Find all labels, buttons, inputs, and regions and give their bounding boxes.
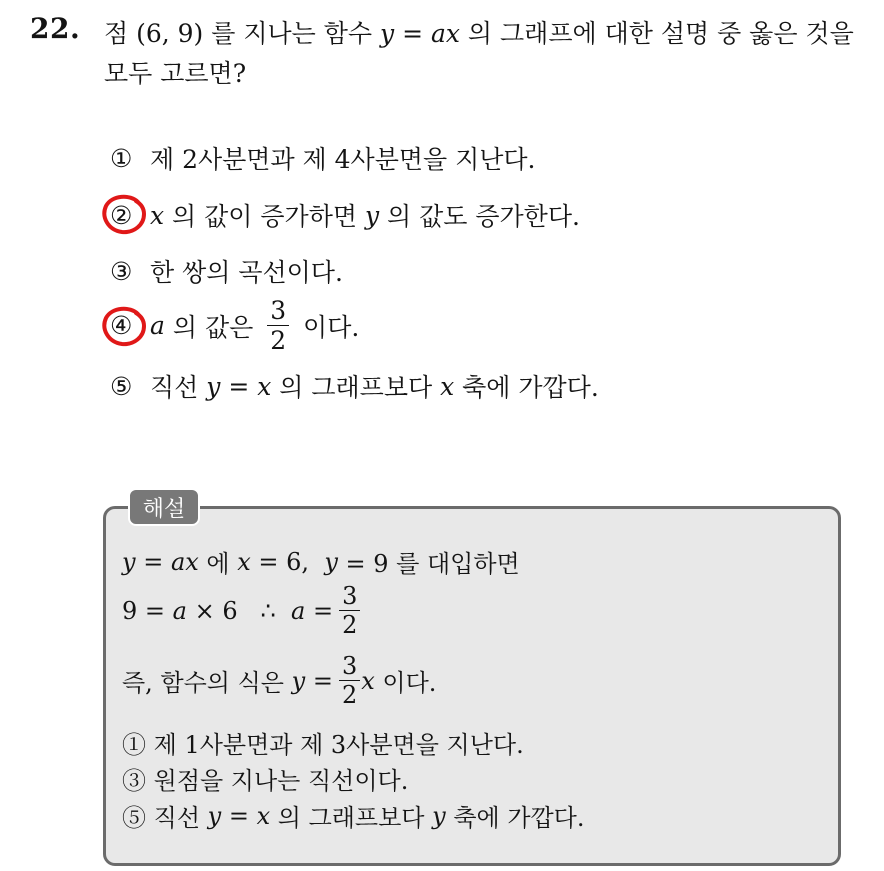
choice-4-text-b: 이다. [295,312,360,342]
choice-5-var-y: y [206,371,221,401]
fraction-denominator: 2 [270,326,287,355]
choice-2-mark: ② [110,200,133,230]
fraction-denominator: 2 [341,681,358,709]
choice-5-text-b: 의 그래프보다 [271,373,441,402]
fraction-numerator: 3 [339,654,360,681]
sol2-fraction [339,584,360,637]
sol3-t2: = [305,666,333,695]
question-eq: = [394,19,431,48]
sol1-y: y [122,547,136,576]
choice-4-var-a: a [150,311,165,340]
sol1-t3: = 9 를 대입하면 [337,550,520,578]
choice-4-fraction [267,298,289,353]
sol6-t4: 축에 가깝다. [445,804,585,832]
sol6-t1: ⑤ 직선 [122,804,208,832]
sol3-fraction [339,654,360,707]
question-prefix: 점 (6, 9) 를 지나는 함수 [104,19,380,48]
fraction-numerator: 3 [339,584,360,611]
solution-line-3 [122,654,436,707]
choice-3 [110,253,343,289]
choice-3-text: 한 쌍의 곡선이다. [150,258,343,287]
sol2-a: a [172,596,187,625]
question-suffix: 의 그래프에 대한 설명 중 옳은 것을 [459,19,854,48]
sol6-t3: 의 그래프보다 [270,804,433,832]
sol2-t3: = [305,596,334,625]
sol3-x: x [361,666,375,695]
choice-2-text-a: 의 값이 증가하면 [164,202,365,231]
sol1-x: x [237,547,251,576]
sol6-y: y [207,801,222,830]
choice-5-text-a: 직선 [150,373,207,402]
choice-5-var-x-axis: x [440,371,455,401]
red-circle-mark-icon [100,192,150,238]
choice-1 [110,140,536,176]
sol6-y2: y [432,801,446,830]
sol1-t2: = 6, [250,547,325,576]
choice-5-mark: ⑤ [110,371,133,401]
red-circle-mark-icon [100,304,150,350]
sol6-t2: = [221,801,257,830]
solution-tag: 해설 [128,488,200,526]
fraction-denominator: 2 [342,611,358,639]
question-line-1 [104,14,874,54]
solution-line-5: ③ 원점을 지나는 직선이다. [122,767,409,795]
choice-2-var-x: x [150,200,165,230]
solution-line-2 [122,584,366,637]
sol2-t1: 9 = [122,596,173,625]
sol3-t3: 이다. [374,669,437,697]
solution-line-4: ① 제 1사분면과 제 3사분면을 지난다. [122,731,524,759]
question-var-y: y [380,19,395,48]
sol2-a2: a [291,596,306,625]
choice-5 [110,368,599,404]
sol1-eq: = [135,547,171,576]
sol1-t1: 에 [198,550,238,578]
choice-2-text-b: 의 값도 증가한다. [379,202,580,231]
choice-1-text: 제 2사분면과 제 4사분면을 지난다. [150,145,536,174]
solution-line-1 [122,544,520,579]
choice-3-mark: ③ [110,256,133,286]
choice-1-mark: ① [110,143,133,173]
sol6-x: x [256,801,271,830]
sol3-t1: 즉, 함수의 식은 [122,669,292,697]
solution-line-6 [122,798,585,833]
sol1-ax: ax [170,547,199,576]
sol1-y2: y [324,547,338,576]
question-number: 22. [30,12,81,45]
choice-5-text-c: 축에 가깝다. [454,373,599,402]
sol2-t2: × 6 ∴ [186,596,292,625]
choice-5-eq: = [220,371,258,401]
choice-2-var-y: y [364,200,380,230]
choice-5-var-x: x [257,371,272,401]
sol3-y: y [291,666,306,695]
question-text [104,14,874,94]
fraction-numerator: 3 [267,298,289,326]
question-var-ax: ax [430,19,460,48]
choice-4-mark: ④ [110,311,133,340]
choice-4-text-a: 의 값은 [164,312,262,342]
question-line-2: 모두 고르면? [104,59,247,88]
choice-2 [110,197,580,233]
